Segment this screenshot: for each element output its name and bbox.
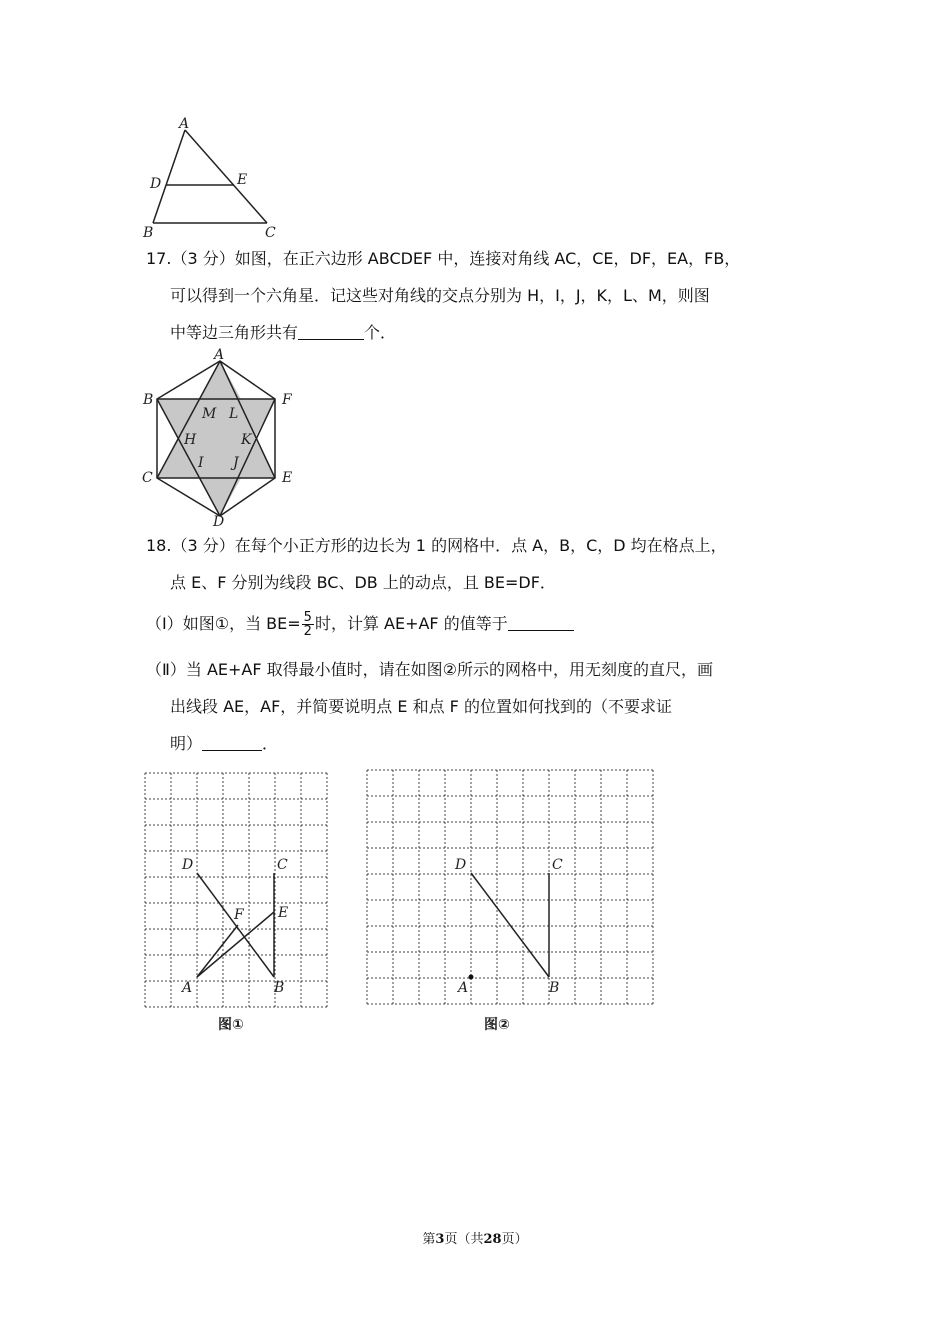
label-j: J: [233, 455, 239, 471]
label-a: A: [179, 116, 190, 132]
q18-line1: 18.（3 分）在每个小正方形的边长为 1 的网格中．点 A，B，C，D 均在格点上，: [146, 536, 727, 555]
figure-caption: 图②: [484, 1017, 510, 1033]
q18-part2-answer-blank: [202, 734, 262, 751]
q18-part1-after: 时，计算 AE+AF 的值等于: [314, 614, 508, 633]
q18-part1: [146, 611, 574, 638]
label-c: C: [277, 857, 288, 873]
label-b: B: [143, 225, 154, 240]
label-c: C: [265, 225, 276, 240]
label-l: L: [229, 406, 239, 422]
q18-part2-line1: （Ⅱ）当 AE+AF 取得最小值时，请在如图②所示的网格中，用无刻度的直尺，画: [146, 660, 714, 679]
label-d: D: [150, 176, 162, 192]
q18-part2-line2: 出线段 AE，AF，并简要说明点 E 和点 F 的位置如何找到的（不要求证: [170, 697, 672, 716]
label-d: D: [182, 857, 194, 873]
grid-figure-1: [140, 765, 335, 1040]
label-e: E: [278, 905, 289, 921]
star-shading: [157, 361, 275, 516]
q18-part2-line3: [170, 733, 278, 755]
page-footer: 第3页（共28页）: [422, 1232, 528, 1247]
label-a: A: [214, 347, 225, 363]
q18-part1-before: （Ⅰ）如图①，当 BE=: [146, 614, 301, 633]
q17-line2: 可以得到一个六角星．记这些对角线的交点分别为 H，I，J，K，L、M，则图: [170, 286, 710, 305]
label-b: B: [143, 392, 154, 408]
label-a: A: [182, 980, 193, 996]
label-e: E: [237, 172, 248, 188]
label-f: F: [234, 907, 244, 923]
q18-part2-after-blank: ．: [262, 734, 279, 753]
q17-answer-blank: [298, 323, 364, 340]
fraction-five-halves: $\frac{5}{2}$: [303, 610, 312, 639]
label-k: K: [241, 432, 252, 448]
q17-text-after-blank: 个．: [364, 323, 397, 342]
current-page-number: 3: [435, 1232, 445, 1247]
triangle-figure: [135, 110, 295, 240]
q18-line2: 点 E、F 分别为线段 BC、DB 上的动点，且 BE=DF．: [170, 573, 556, 592]
label-a: A: [458, 980, 469, 996]
label-c: C: [142, 470, 153, 486]
point-a-dot: [469, 975, 474, 980]
grid-figure-2: [362, 765, 662, 1040]
label-b: B: [274, 980, 285, 996]
grid-lines: [145, 773, 327, 1007]
label-e: E: [282, 470, 293, 486]
q18-part1-answer-blank: [508, 614, 574, 631]
q17-line3: [170, 322, 396, 344]
figure-caption: 图①: [218, 1017, 244, 1033]
q18-part2-before-blank: 明）: [170, 734, 203, 753]
label-d: D: [213, 514, 225, 530]
q17-text-before-blank: 中等边三角形共有: [170, 323, 299, 342]
hexagon-star-figure: [135, 346, 315, 531]
q17-line1: 17.（3 分）如图，在正六边形 ABCDEF 中，连接对角线 AC，CE，DF，EA，FB，: [146, 249, 741, 268]
label-c: C: [552, 857, 563, 873]
label-f: F: [282, 392, 292, 408]
grid-lines: [367, 770, 653, 1004]
label-m: M: [202, 406, 217, 422]
label-i: I: [198, 455, 204, 471]
total-page-count: 28: [483, 1232, 502, 1247]
label-h: H: [184, 432, 197, 448]
label-d: D: [455, 857, 467, 873]
label-b: B: [549, 980, 560, 996]
